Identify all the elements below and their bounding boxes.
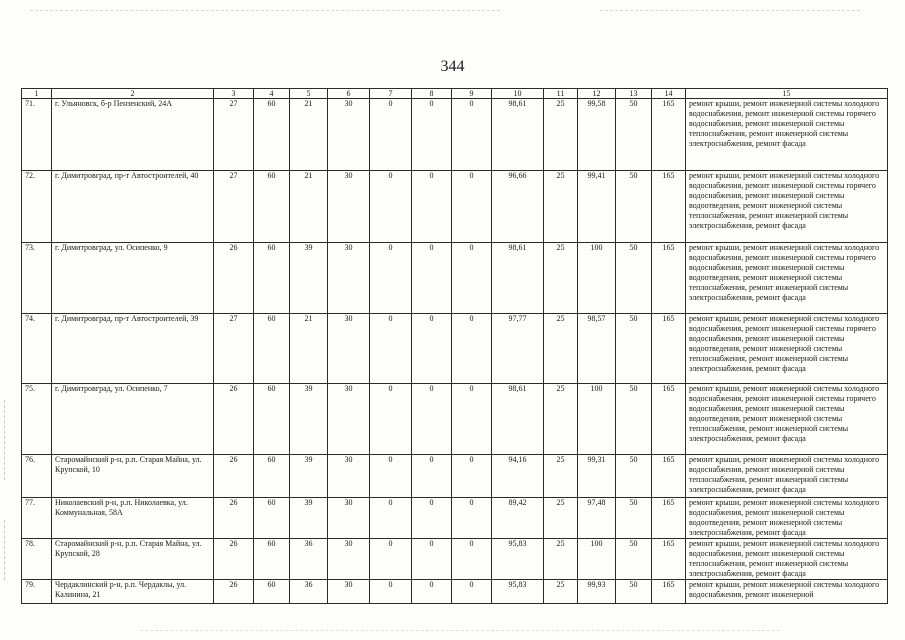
cell-col-12: 99,58 [578,99,616,171]
cell-col-10: 98,61 [492,99,544,171]
table-row [22,580,888,604]
cell-col-14: 165 [652,243,686,314]
cell-col-6: 30 [328,455,370,498]
cell-col-3: 26 [214,498,254,539]
cell-col-4: 60 [254,580,290,604]
cell-col-5: 21 [290,171,328,243]
header-cell: 5 [290,89,328,99]
cell-repair-works: ремонт крыши, ремонт инженерной системы холодного водоснабжения, ремонт инженерной системы горячего водоснабжения, ремонт инженерной системы водоотведения, ремонт инженерной системы теплоснабжения, ремонт инженерной системы электроснабжения, ремонт фасада [686,171,888,243]
scan-artifact-margin-lower [4,520,9,580]
cell-col-14: 165 [652,539,686,580]
cell-col-12: 98,57 [578,314,616,384]
cell-col-11: 25 [544,580,578,604]
cell-col-6: 30 [328,384,370,455]
header-cell: 7 [370,89,412,99]
cell-col-9: 0 [452,539,492,580]
scan-artifact-bottom [140,630,780,633]
cell-row-number: 71. [22,99,52,171]
cell-repair-works: ремонт крыши, ремонт инженерной системы холодного водоснабжения, ремонт инженерной системы горячего водоснабжения, ремонт инженерной системы водоотведения, ремонт инженерной системы теплоснабжения, ремонт инженерной системы электроснабжения, ремонт фасада [686,243,888,314]
cell-col-9: 0 [452,580,492,604]
cell-repair-works: ремонт крыши, ремонт инженерной системы холодного водоснабжения, ремонт инженерной системы теплоснабжения, ремонт инженерной системы электроснабжения, ремонт фасада [686,539,888,580]
cell-col-9: 0 [452,455,492,498]
table-row [22,498,888,539]
table-row [22,99,888,171]
cell-col-13: 50 [616,99,652,171]
cell-col-8: 0 [412,243,452,314]
cell-col-8: 0 [412,498,452,539]
cell-col-14: 165 [652,580,686,604]
cell-col-5: 39 [290,243,328,314]
header-cell: 6 [328,89,370,99]
cell-col-14: 165 [652,99,686,171]
cell-col-6: 30 [328,498,370,539]
cell-col-13: 50 [616,455,652,498]
cell-row-number: 72. [22,171,52,243]
cell-col-9: 0 [452,314,492,384]
cell-col-9: 0 [452,243,492,314]
cell-col-12: 100 [578,539,616,580]
cell-row-number: 74. [22,314,52,384]
cell-address: г. Димитровград, ул. Осипенко, 7 [52,384,214,455]
cell-col-7: 0 [370,99,412,171]
cell-col-9: 0 [452,384,492,455]
cell-repair-works: ремонт крыши, ремонт инженерной системы холодного водоснабжения, ремонт инженерной системы горячего водоснабжения, ремонт инженерной системы водоотведения, ремонт инженерной системы теплоснабжения, ремонт инженерной системы электроснабжения, ремонт фасада [686,384,888,455]
cell-col-11: 25 [544,384,578,455]
cell-col-3: 27 [214,171,254,243]
cell-col-8: 0 [412,580,452,604]
cell-col-13: 50 [616,498,652,539]
cell-row-number: 78. [22,539,52,580]
cell-col-6: 30 [328,99,370,171]
cell-col-6: 30 [328,314,370,384]
header-cell: 11 [544,89,578,99]
cell-col-10: 98,61 [492,243,544,314]
table-row [22,384,888,455]
scan-artifact-top-left [30,10,500,13]
cell-address: г. Ульяновск, б-р Пензенский, 24А [52,99,214,171]
cell-col-3: 26 [214,580,254,604]
cell-repair-works: ремонт крыши, ремонт инженерной системы холодного водоснабжения, ремонт инженерной системы водоотведения, ремонт инженерной системы электроснабжения, ремонт фасада [686,498,888,539]
cell-col-8: 0 [412,171,452,243]
header-cell: 1 [22,89,52,99]
cell-row-number: 76. [22,455,52,498]
cell-col-14: 165 [652,498,686,539]
cell-col-11: 25 [544,498,578,539]
cell-repair-works: ремонт крыши, ремонт инженерной системы холодного водоснабжения, ремонт инженерной системы горячего водоснабжения, ремонт инженерной системы водоотведения, ремонт инженерной системы теплоснабжения, ремонт инженерной системы электроснабжения, ремонт фасада [686,314,888,384]
table-row [22,243,888,314]
cell-col-4: 60 [254,171,290,243]
cell-col-11: 25 [544,243,578,314]
cell-col-6: 30 [328,243,370,314]
cell-col-12: 100 [578,384,616,455]
cell-col-3: 26 [214,455,254,498]
cell-col-8: 0 [412,539,452,580]
table-row [22,539,888,580]
cell-col-10: 95,83 [492,539,544,580]
cell-col-5: 36 [290,539,328,580]
cell-col-5: 21 [290,314,328,384]
header-cell: 14 [652,89,686,99]
cell-col-9: 0 [452,498,492,539]
cell-col-12: 100 [578,243,616,314]
cell-col-14: 165 [652,455,686,498]
cell-col-4: 60 [254,539,290,580]
cell-col-3: 26 [214,384,254,455]
scan-artifact-margin [4,400,9,480]
cell-col-8: 0 [412,384,452,455]
cell-col-4: 60 [254,384,290,455]
cell-col-7: 0 [370,171,412,243]
cell-col-5: 39 [290,455,328,498]
cell-col-13: 50 [616,314,652,384]
cell-col-10: 94,16 [492,455,544,498]
cell-col-8: 0 [412,99,452,171]
header-cell: 13 [616,89,652,99]
header-row [22,89,888,99]
cell-address: г. Димитровград, пр-т Автостроителей, 39 [52,314,214,384]
cell-col-12: 99,93 [578,580,616,604]
cell-address: г. Димитровград, пр-т Автостроителей, 40 [52,171,214,243]
cell-col-3: 26 [214,539,254,580]
cell-col-8: 0 [412,455,452,498]
cell-col-7: 0 [370,314,412,384]
cell-col-10: 89,42 [492,498,544,539]
cell-repair-works: ремонт крыши, ремонт инженерной системы холодного водоснабжения, ремонт инженерной системы горячего водоснабжения, ремонт инженерной системы теплоснабжения, ремонт инженерной системы электроснабжения, ремонт фасада [686,99,888,171]
cell-col-5: 21 [290,99,328,171]
cell-col-14: 165 [652,171,686,243]
cell-col-7: 0 [370,243,412,314]
register-table [21,88,888,604]
header-cell: 9 [452,89,492,99]
cell-address: Николаевский р-н, р.п. Николаевка, ул. Коммунальная, 58А [52,498,214,539]
cell-repair-works: ремонт крыши, ремонт инженерной системы холодного водоснабжения, ремонт инженерной [686,580,888,604]
table-row [22,455,888,498]
cell-col-9: 0 [452,171,492,243]
cell-col-7: 0 [370,498,412,539]
cell-col-12: 99,41 [578,171,616,243]
cell-col-6: 30 [328,539,370,580]
cell-row-number: 73. [22,243,52,314]
cell-address: Старомайнский р-н, р.п. Старая Майна, ул. Крупской, 10 [52,455,214,498]
cell-address: Старомайнский р-н, р.п. Старая Майна, ул. Крупской, 28 [52,539,214,580]
cell-row-number: 77. [22,498,52,539]
cell-address: Чердаклинский р-н, р.п. Чердаклы, ул. Калинина, 21 [52,580,214,604]
cell-col-13: 50 [616,384,652,455]
cell-col-10: 96,66 [492,171,544,243]
cell-col-5: 39 [290,498,328,539]
cell-address: г. Димитровград, ул. Осипенко, 9 [52,243,214,314]
cell-col-12: 97,48 [578,498,616,539]
header-cell: 10 [492,89,544,99]
cell-col-14: 165 [652,384,686,455]
page-number: 344 [440,58,465,75]
cell-col-5: 36 [290,580,328,604]
cell-col-12: 99,31 [578,455,616,498]
cell-row-number: 79. [22,580,52,604]
header-cell: 4 [254,89,290,99]
cell-col-11: 25 [544,171,578,243]
table-row [22,171,888,243]
cell-col-11: 25 [544,99,578,171]
cell-repair-works: ремонт крыши, ремонт инженерной системы холодного водоснабжения, ремонт инженерной системы теплоснабжения, ремонт инженерной системы электроснабжения, ремонт фасада [686,455,888,498]
cell-col-7: 0 [370,580,412,604]
cell-col-6: 30 [328,580,370,604]
header-cell: 2 [52,89,214,99]
cell-col-4: 60 [254,99,290,171]
cell-col-11: 25 [544,314,578,384]
cell-col-6: 30 [328,171,370,243]
cell-col-4: 60 [254,243,290,314]
cell-col-13: 50 [616,243,652,314]
cell-col-13: 50 [616,580,652,604]
cell-col-3: 26 [214,243,254,314]
cell-col-7: 0 [370,384,412,455]
cell-col-14: 165 [652,314,686,384]
cell-col-10: 95,83 [492,580,544,604]
cell-col-9: 0 [452,99,492,171]
cell-col-4: 60 [254,314,290,384]
cell-col-3: 27 [214,99,254,171]
cell-col-8: 0 [412,314,452,384]
cell-col-3: 27 [214,314,254,384]
header-cell: 3 [214,89,254,99]
cell-col-4: 60 [254,455,290,498]
header-cell: 12 [578,89,616,99]
header-cell: 15 [686,89,888,99]
cell-col-13: 50 [616,171,652,243]
cell-col-7: 0 [370,539,412,580]
cell-col-5: 39 [290,384,328,455]
cell-col-13: 50 [616,539,652,580]
cell-col-7: 0 [370,455,412,498]
cell-col-11: 25 [544,455,578,498]
cell-col-11: 25 [544,539,578,580]
table-row [22,314,888,384]
cell-col-10: 97,77 [492,314,544,384]
header-cell: 8 [412,89,452,99]
cell-col-10: 98,61 [492,384,544,455]
cell-col-4: 60 [254,498,290,539]
scan-artifact-top-right [600,10,860,13]
cell-row-number: 75. [22,384,52,455]
